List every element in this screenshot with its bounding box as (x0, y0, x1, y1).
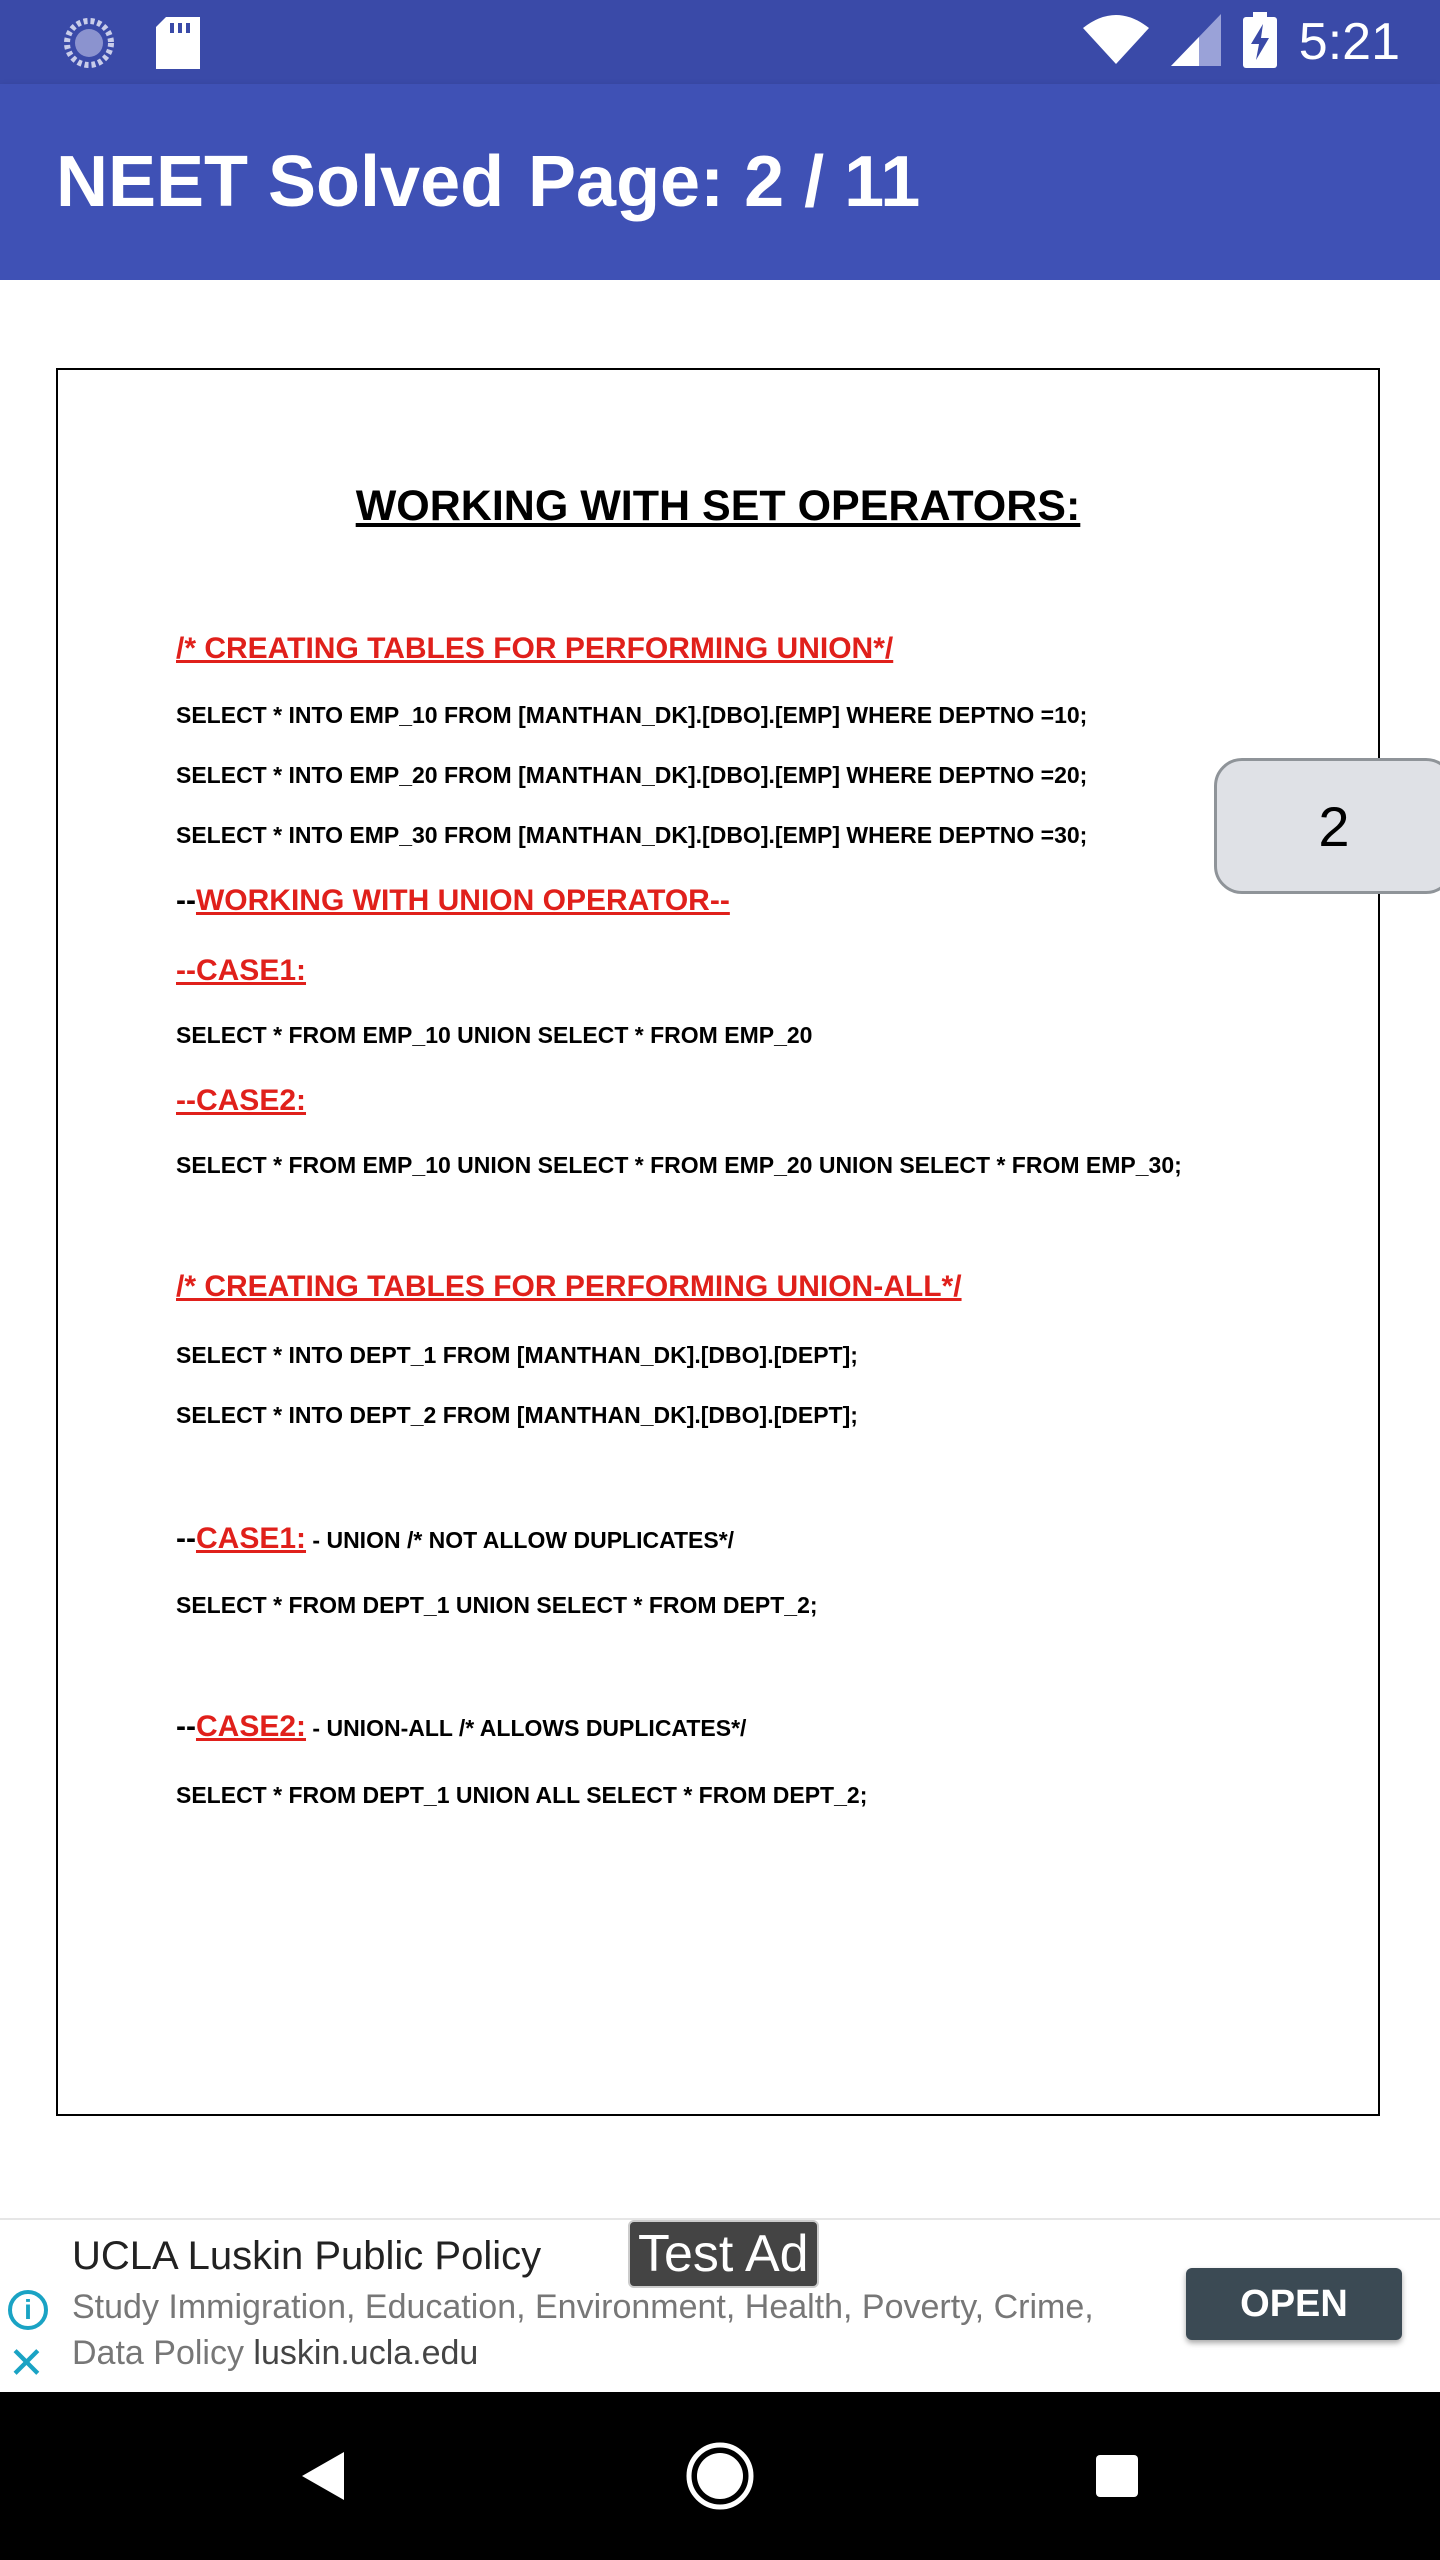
doc-line-union-operator: --WORKING WITH UNION OPERATOR-- (176, 884, 730, 917)
doc-line-case2: --CASE2: (176, 1084, 307, 1117)
page-number-chip[interactable]: 2 (1214, 758, 1440, 894)
ad-domain: luskin.ucla.edu (253, 2334, 479, 2372)
pdf-page[interactable] (56, 368, 1380, 2116)
doc-line-dept1: SELECT * INTO DEPT_1 FROM [MANTHAN_DK].[DBO].[DEPT]; (176, 1342, 858, 1368)
doc-line-case1-query: SELECT * FROM EMP_10 UNION SELECT * FROM EMP_20 (176, 1022, 813, 1048)
doc-line-emp20: SELECT * INTO EMP_20 FROM [MANTHAN_DK].[DBO].[EMP] WHERE DEPTNO =20; (176, 762, 1088, 788)
doc-line-case1-union-query: SELECT * FROM DEPT_1 UNION SELECT * FROM DEPT_2; (176, 1592, 818, 1618)
app-title: NEET Solved (56, 142, 505, 222)
doc-line-case2-union-all: --CASE2: - UNION-ALL /* ALLOWS DUPLICATES*/ (176, 1710, 747, 1743)
doc-line-case1-union: --CASE1: - UNION /* NOT ALLOW DUPLICATES*/ (176, 1522, 735, 1555)
navigation-bar (0, 2392, 1440, 2560)
wifi-icon (1083, 14, 1149, 71)
doc-line-case2-union-all-query: SELECT * FROM DEPT_1 UNION ALL SELECT * FROM DEPT_2; (176, 1782, 868, 1808)
recents-icon[interactable] (1062, 2392, 1172, 2560)
doc-line-emp10: SELECT * INTO EMP_10 FROM [MANTHAN_DK].[DBO].[EMP] WHERE DEPTNO =10; (176, 702, 1088, 728)
sd-card-icon (156, 17, 200, 74)
ad-open-button[interactable]: OPEN (1186, 2268, 1402, 2340)
app-bar (0, 84, 1440, 280)
doc-line-union-all-tables: /* CREATING TABLES FOR PERFORMING UNION-ALL*/ (176, 1270, 962, 1303)
ad-close-icon[interactable]: ✕ (8, 2339, 45, 2388)
signal-icon (1171, 14, 1221, 71)
ad-info-icon[interactable]: i (8, 2290, 48, 2330)
loading-icon (62, 16, 116, 75)
home-icon[interactable] (664, 2392, 776, 2560)
document-heading: WORKING WITH SET OPERATORS: (355, 482, 1081, 530)
ad-title[interactable]: UCLA Luskin Public Policy (72, 2234, 542, 2278)
ad-banner[interactable] (0, 2218, 1440, 2392)
battery-charging-icon (1243, 12, 1277, 73)
doc-line-case1: --CASE1: (176, 954, 307, 987)
test-ad-tag: Test Ad (628, 2220, 819, 2288)
page-indicator: Page: 2 / 11 (528, 142, 921, 222)
back-icon[interactable] (268, 2392, 378, 2560)
doc-line-case2-query: SELECT * FROM EMP_10 UNION SELECT * FROM EMP_20 UNION SELECT * FROM EMP_30; (176, 1152, 1182, 1178)
doc-line-emp30: SELECT * INTO EMP_30 FROM [MANTHAN_DK].[DBO].[EMP] WHERE DEPTNO =30; (176, 822, 1088, 848)
status-time: 5:21 (1298, 13, 1400, 71)
pdf-viewer[interactable] (0, 280, 1440, 2218)
ad-description: Study Immigration, Education, Environment, Health, Poverty, Crime, Data Policy luskin.ucla.edu (72, 2288, 1094, 2372)
status-bar (0, 0, 1440, 84)
doc-line-dept2: SELECT * INTO DEPT_2 FROM [MANTHAN_DK].[DBO].[DEPT]; (176, 1402, 858, 1428)
doc-line-union-tables: /* CREATING TABLES FOR PERFORMING UNION*/ (176, 632, 894, 665)
